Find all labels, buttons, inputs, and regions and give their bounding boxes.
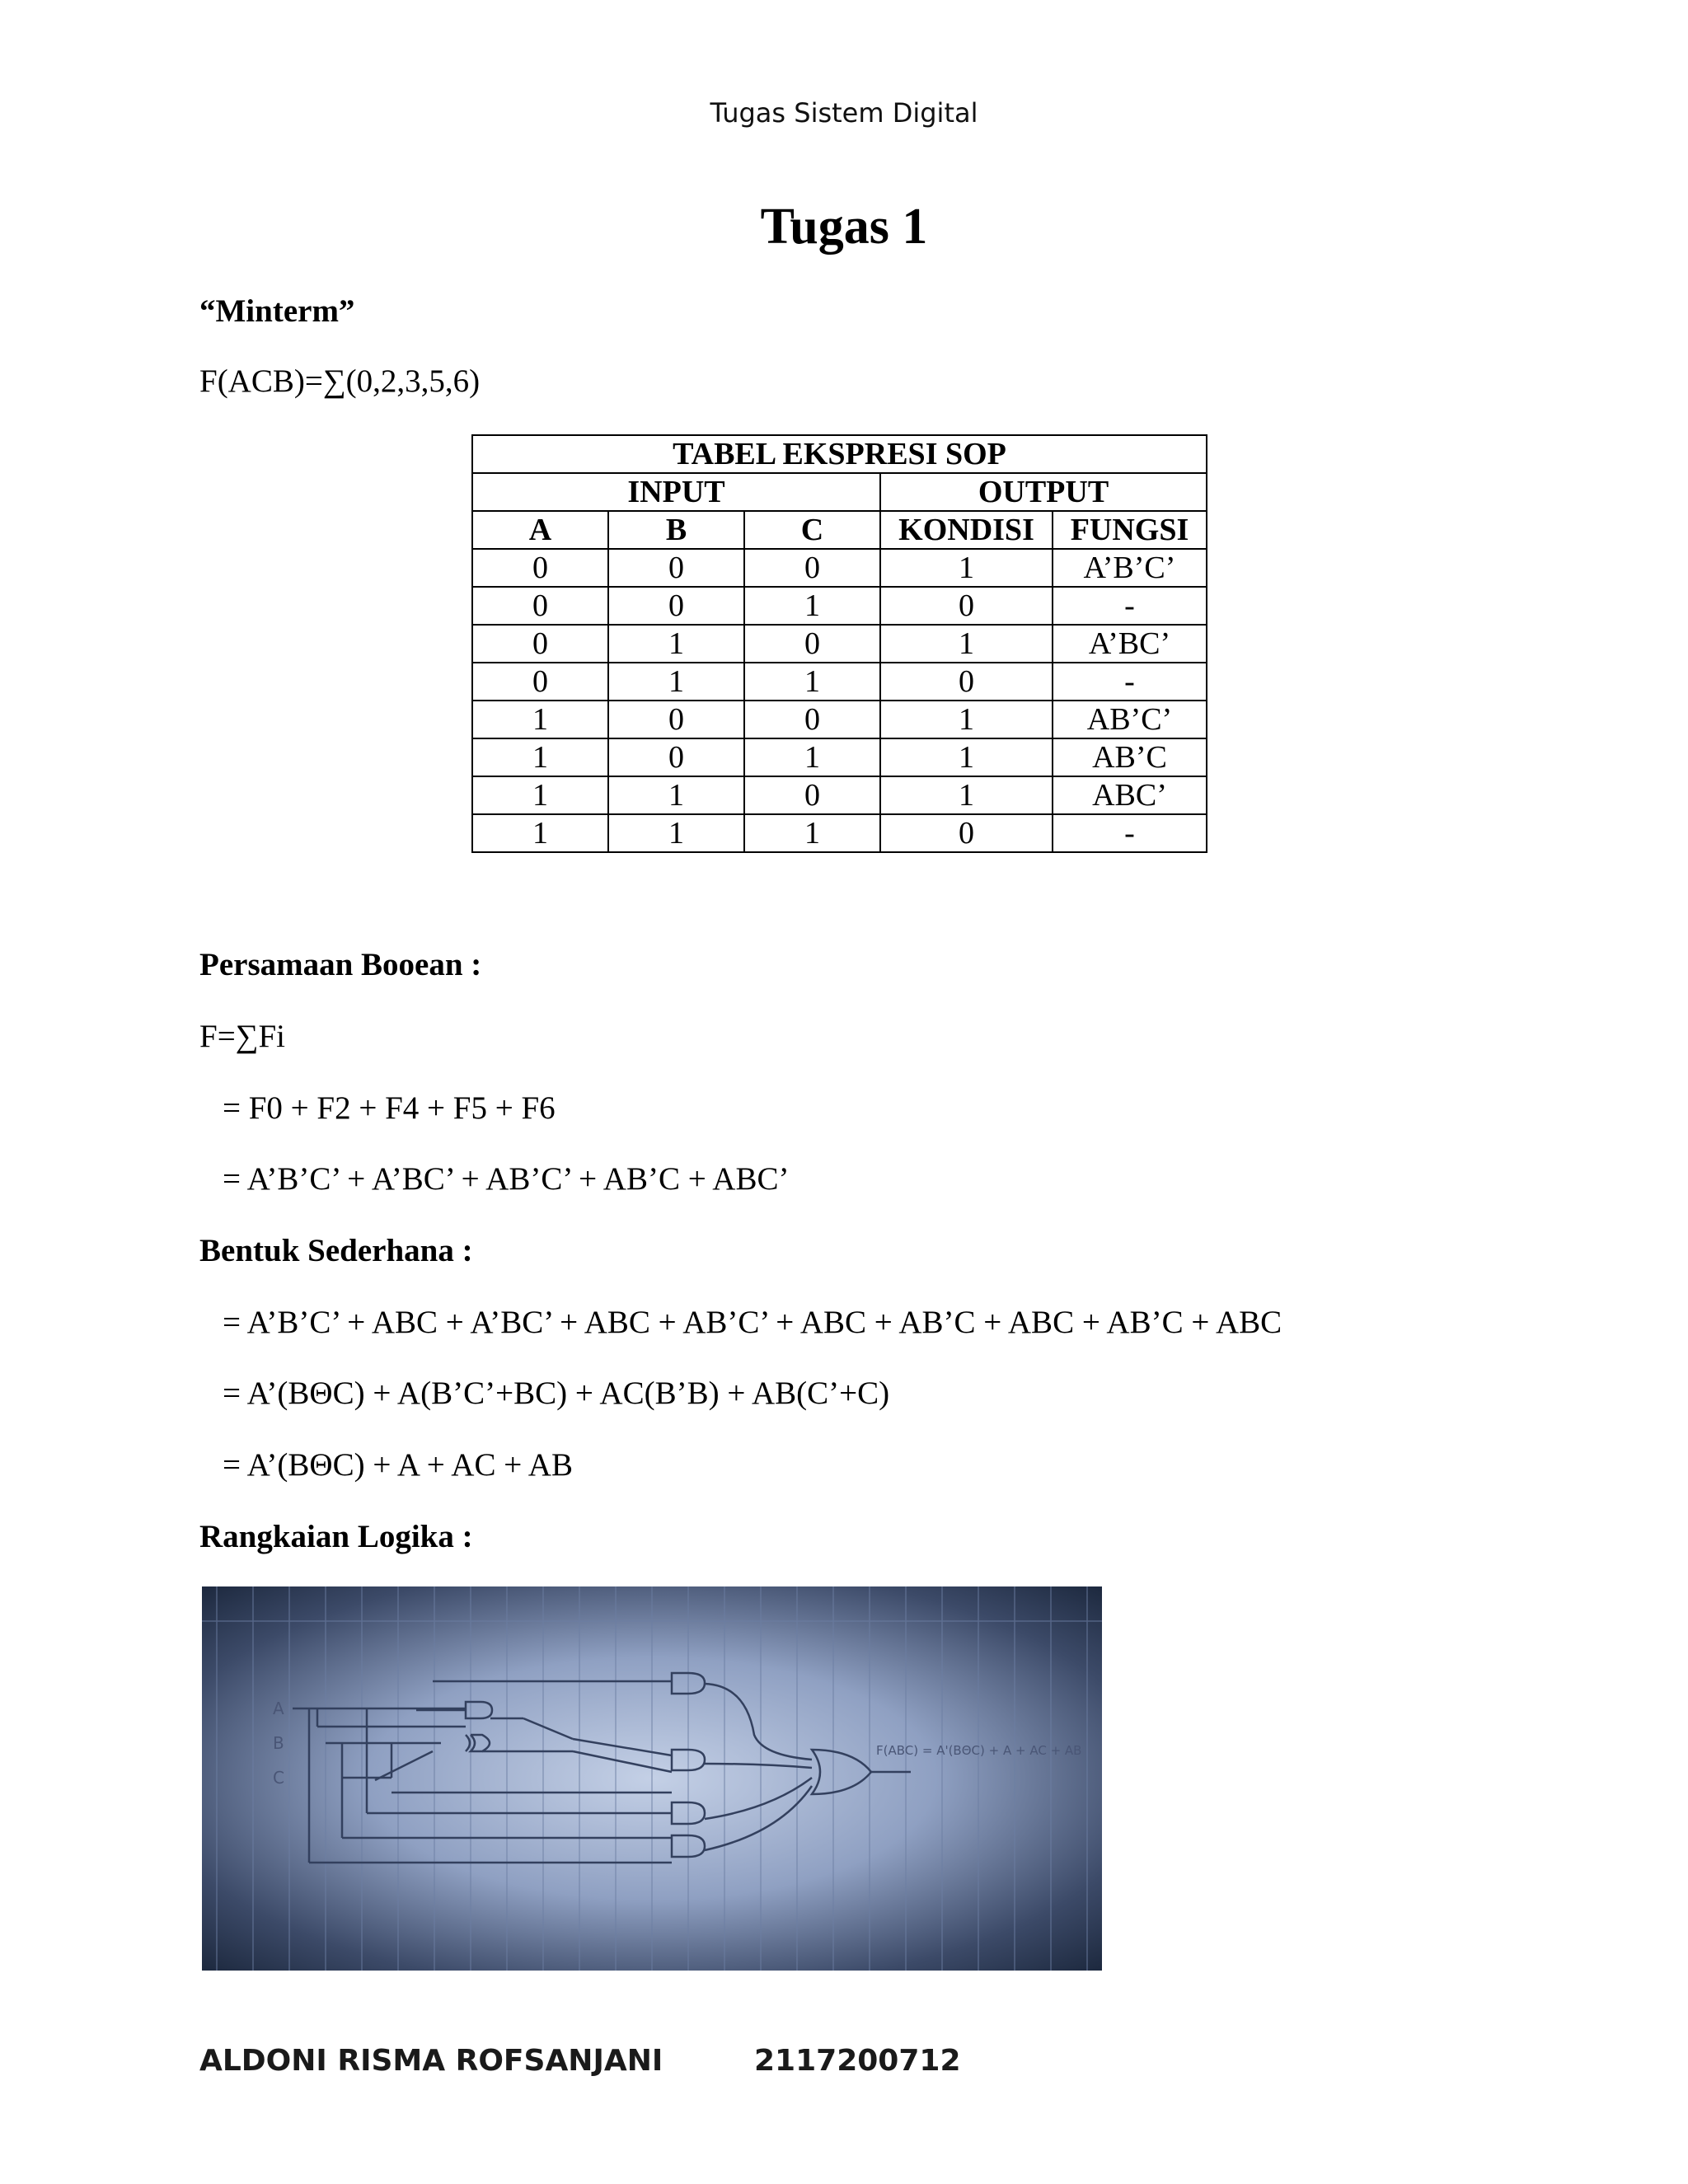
cell-a: 0 [472,587,608,625]
cell-c: 0 [744,776,880,814]
cell-a: 1 [472,701,608,738]
column-header-kondisi: KONDISI [880,511,1053,549]
table-row [472,701,1207,738]
cell-a: 1 [472,814,608,852]
cell-a: 0 [472,625,608,663]
table-row [472,776,1207,814]
cell-fungsi: - [1053,663,1207,701]
table-row [472,587,1207,625]
cell-kondisi: 0 [880,587,1053,625]
cell-b: 1 [608,663,744,701]
cell-kondisi: 1 [880,776,1053,814]
boolean-line-1: F=∑Fi [199,1019,286,1054]
cell-b: 0 [608,738,744,776]
cell-b: 0 [608,701,744,738]
column-header-c: C [744,511,880,549]
table-row [472,738,1207,776]
cell-fungsi: AB’C [1053,738,1207,776]
cell-fungsi: - [1053,587,1207,625]
column-header-a: A [472,511,608,549]
table-row [472,663,1207,701]
table-row [472,549,1207,587]
function-definition: F(ACB)=∑(0,2,3,5,6) [199,363,481,399]
cell-a: 1 [472,776,608,814]
section-minterm: “Minterm” [199,293,355,329]
input-label-a: A [273,1699,284,1718]
cell-c: 1 [744,814,880,852]
sop-table [471,434,1207,853]
table-row [472,814,1207,852]
cell-c: 0 [744,549,880,587]
cell-b: 1 [608,776,744,814]
column-header-fungsi: FUNGSI [1053,511,1207,549]
simplified-line-1: = A’B’C’ + ABC + A’BC’ + ABC + AB’C’ + ABC + AB’C + ABC + AB’C + ABC [223,1305,1282,1340]
cell-b: 0 [608,549,744,587]
cell-c: 0 [744,625,880,663]
cell-fungsi: A’BC’ [1053,625,1207,663]
cell-c: 1 [744,663,880,701]
heading-persamaan-boolean: Persamaan Booean : [199,947,482,982]
cell-fungsi: A’B’C’ [1053,549,1207,587]
cell-fungsi: - [1053,814,1207,852]
cell-kondisi: 0 [880,663,1053,701]
cell-kondisi: 1 [880,625,1053,663]
cell-b: 1 [608,625,744,663]
logic-circuit-photo [202,1586,1102,1971]
cell-a: 0 [472,549,608,587]
page-header: Tugas Sistem Digital [710,97,978,129]
table-group-output: OUTPUT [880,473,1207,511]
simplified-line-3: = A’(BΘC) + A + AC + AB [223,1447,573,1483]
input-label-c: C [273,1768,284,1788]
boolean-line-3: = A’B’C’ + A’BC’ + AB’C’ + AB’C + ABC’ [223,1161,790,1197]
cell-kondisi: 1 [880,549,1053,587]
table-group-input: INPUT [472,473,880,511]
cell-b: 1 [608,814,744,852]
cell-kondisi: 1 [880,701,1053,738]
cell-c: 0 [744,701,880,738]
simplified-line-2: = A’(BΘC) + A(B’C’+BC) + AC(B’B) + AB(C’+C) [223,1376,890,1411]
cell-fungsi: AB’C’ [1053,701,1207,738]
cell-c: 1 [744,738,880,776]
heading-bentuk-sederhana: Bentuk Sederhana : [199,1233,473,1268]
cell-a: 1 [472,738,608,776]
table-title: TABEL EKSPRESI SOP [472,435,1207,473]
table-row [472,625,1207,663]
cell-c: 1 [744,587,880,625]
student-id: 2117200712 [754,2044,961,2078]
cell-a: 0 [472,663,608,701]
cell-kondisi: 0 [880,814,1053,852]
input-label-b: B [273,1733,284,1753]
page-title: Tugas 1 [760,199,928,255]
boolean-line-2: = F0 + F2 + F4 + F5 + F6 [223,1090,556,1126]
cell-b: 0 [608,587,744,625]
output-expression: F(ABC) = A'(BΘC) + A + AC + AB [876,1743,1082,1758]
cell-kondisi: 1 [880,738,1053,776]
column-header-b: B [608,511,744,549]
heading-rangkaian-logika: Rangkaian Logika : [199,1519,473,1554]
cell-fungsi: ABC’ [1053,776,1207,814]
author-name: ALDONI RISMA ROFSANJANI [199,2044,663,2078]
